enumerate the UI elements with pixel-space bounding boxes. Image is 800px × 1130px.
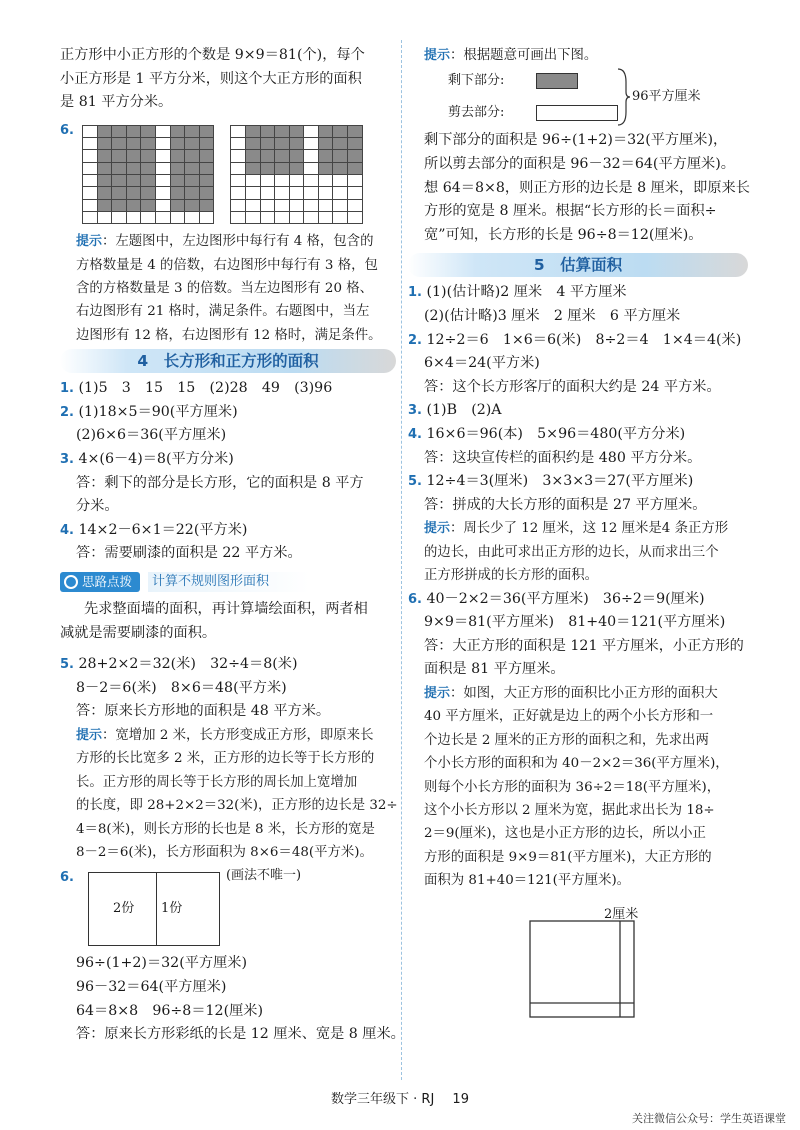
hint-text: 4＝8(米)，则长方形的长也是 8 米，长方形的宽是 — [76, 821, 375, 837]
wechat-notice: 关注微信公众号：学生英语课堂 — [632, 1112, 786, 1125]
hint-text: ：左题图中，左边图形中每行有 4 格，包含的 — [102, 234, 374, 250]
hint-text: 正方形拼成的长方形的面积。 — [424, 568, 599, 584]
hint-label: 提示 — [424, 685, 451, 701]
answer-text: 14×2－6×1＝22(平方米) — [78, 521, 248, 538]
q6-grid-figures — [60, 121, 396, 224]
hint-text: ：根据题意可画出下图。 — [450, 48, 598, 63]
answer-text: 64＝8×8 96÷8＝12(厘米) — [76, 1002, 264, 1019]
diagram-total: 96平方厘米 — [632, 89, 701, 105]
diagram-label: 剩下部分: — [448, 73, 505, 89]
answer-text: 4×(6－4)＝8(平方分米) — [78, 450, 234, 467]
think-callout — [60, 572, 396, 592]
answer-text: (2)6×6＝36(平方厘米) — [76, 427, 227, 444]
hint-text: 方形的面积是 9×9＝81(平方厘米)，大正方形的 — [424, 849, 712, 865]
hint-text: 方形的长比宽多 2 米，正方形的边长等于长方形的 — [76, 751, 375, 767]
hint-text: 8－2＝6(米)，长方形面积为 8×6＝48(平方米)。 — [76, 844, 373, 860]
answer-text: (1)(估计略)2 厘米 4 平方厘米 — [426, 284, 627, 301]
part-label: 1份 — [160, 901, 183, 917]
answer-text: 面积是 81 平方厘米。 — [424, 661, 565, 678]
question-number: 3. — [60, 451, 74, 467]
hint-text: 个边长是 2 厘米的正方形的面积之和，先求出两 — [424, 732, 709, 748]
answer-text: 所以剪去部分的面积是 96－32＝64(平方厘米)。 — [424, 156, 735, 172]
figure-note: (画法不唯一) — [225, 868, 302, 884]
answer-text: 40－2×2＝36(平方厘米) 36÷2＝9(厘米) — [426, 590, 705, 607]
column-divider — [401, 40, 402, 1080]
hint-text: 右边图形有 21 格时，满足条件。右题图中，当左 — [76, 304, 370, 320]
left-column — [60, 0, 405, 1047]
answer-text: 宽”可知，长方形的长是 96÷8＝12(厘米)。 — [424, 226, 703, 243]
page-footer — [0, 1088, 800, 1107]
section-heading-5: 5 估算面积 — [408, 253, 748, 277]
answer-text: 答：这块宣传栏的面积约是 480 平方分米。 — [424, 449, 702, 466]
q6-rect-figure — [60, 866, 396, 946]
question-number: 2. — [60, 404, 74, 420]
hint-text: ：周长少了 12 厘米，这 12 厘米是4 条正方形 — [450, 521, 729, 537]
answer-text: 剩下部分的面积是 96÷(1+2)＝32(平方厘米)， — [424, 132, 728, 149]
question-number: 6. — [60, 870, 74, 886]
answer-text: 96－32＝64(平方厘米) — [76, 978, 227, 995]
answer-text: 96÷(1+2)＝32(平方厘米) — [76, 955, 248, 972]
answer-text: (1)5 3 15 15 (2)28 49 (3)96 — [78, 380, 333, 397]
answer-text: 想 64＝8×8，则正方形的边长是 8 厘米，即原来长 — [424, 179, 750, 196]
question-number: 2. — [408, 332, 422, 348]
hint-label: 提示 — [76, 234, 103, 250]
question-number: 5. — [60, 657, 74, 673]
hint-text: 则每个小长方形的面积为 36÷2＝18(平方厘米)， — [424, 779, 721, 795]
answer-text: 12÷4＝3(厘米) 3×3×3＝27(平方厘米) — [426, 473, 694, 490]
diagram-label: 剪去部分: — [448, 105, 505, 121]
answer-text: 答：剩下的部分是长方形，它的面积是 8 平方 — [76, 474, 364, 491]
hint-block — [60, 230, 396, 347]
answer-text: 6×4＝24(平方米) — [424, 355, 540, 372]
answer-text: 答：拼成的大长方形的面积是 27 平方厘米。 — [424, 496, 707, 513]
hint-label: 提示 — [424, 521, 451, 537]
hint-label: 提示 — [76, 727, 103, 743]
hint-text: 面积为 81+40＝121(平方厘米)。 — [424, 873, 631, 889]
hint-label: 提示 — [424, 48, 451, 63]
hint-text: 个小长方形的面积和为 40－2×2＝36(平方厘米)， — [424, 756, 729, 772]
section-heading-4: 4 长方形和正方形的面积 — [60, 349, 396, 373]
answer-text: 答：原来长方形地的面积是 48 平方米。 — [76, 703, 331, 720]
grid-figure-left — [82, 125, 214, 224]
grid-figure-right — [230, 125, 362, 224]
bar-diagram — [448, 67, 748, 129]
answer-text: 答：原来长方形彩纸的长是 12 厘米、宽是 8 厘米。 — [76, 1026, 405, 1043]
diagram-label: 2厘米 — [604, 906, 639, 922]
cut-bar — [536, 105, 618, 121]
square-diagram — [408, 903, 748, 1023]
hint-text: ：如图，大正方形的面积比小正方形的面积大 — [450, 685, 718, 701]
hint-text: 含的方格数量是 3 的倍数。当左边图形有 20 格、 — [76, 280, 374, 296]
question-number: 6. — [60, 122, 74, 138]
hint-text: 的长度，即 28+2×2＝32(米)，正方形的边长是 32÷ — [76, 798, 398, 814]
think-text: 先求整面墙的面积，再计算墙绘面积，两者相 — [84, 600, 368, 617]
hint-text: 这个小长方形以 2 厘米为宽，据此求出长为 18÷ — [424, 802, 715, 818]
question-number: 1. — [60, 381, 74, 397]
hint-text: 40 平方厘米，正好就是边上的两个小长方形和一 — [424, 709, 714, 725]
hint-text: 的边长，由此可求出正方形的边长，从而求出三个 — [424, 544, 719, 560]
hint-text: 长。正方形的周长等于长方形的周长加上宽增加 — [76, 774, 358, 790]
answer-text: 8－2＝6(米) 8×6＝48(平方米) — [76, 679, 287, 696]
answer-text: (1)B (2)A — [426, 402, 502, 419]
question-number: 6. — [408, 591, 422, 607]
answer-text: 方形的宽是 8 厘米。根据“长方形的长＝面积÷ — [424, 203, 717, 220]
hint-text: 2＝9(厘米)，这也是小正方形的边长，所以小正 — [424, 826, 706, 842]
intro-line: 小正方形是 1 平方分米，则这个大正方形的面积 — [60, 70, 362, 87]
answer-text: 9×9＝81(平方厘米) 81+40＝121(平方厘米) — [424, 614, 726, 631]
answer-text: 28+2×2＝32(米) 32÷4＝8(米) — [78, 656, 298, 673]
answer-text: 12÷2＝6 1×6＝6(米) 8÷2＝4 1×4＝4(米) — [426, 331, 742, 348]
right-column — [408, 0, 748, 1023]
answer-text: 答：这个长方形客厅的面积大约是 24 平方米。 — [424, 378, 721, 395]
intro-line: 正方形中小正方形的个数是 9×9＝81(个)，每个 — [60, 47, 365, 63]
intro-line: 是 81 平方分米。 — [60, 94, 173, 111]
part-label: 2份 — [112, 901, 135, 917]
answer-text: 答：需要刷漆的面积是 22 平方米。 — [76, 545, 302, 562]
answer-text: 16×6＝96(本) 5×96＝480(平方分米) — [426, 425, 686, 442]
book-title: 数学三年级下 · RJ — [331, 1092, 435, 1107]
think-body — [60, 596, 396, 653]
hint-text: ：宽增加 2 米，长方形变成正方形，即原来长 — [102, 727, 374, 743]
answer-text: (1)18×5＝90(平方厘米) — [78, 403, 238, 420]
question-number: 5. — [408, 474, 422, 490]
question-number: 3. — [408, 403, 422, 419]
answer-text: 答：大正方形的面积是 121 平方厘米，小正方形的 — [424, 637, 744, 654]
think-text: 减就是需要刷漆的面积。 — [60, 624, 217, 641]
think-badge: 思路点拨 — [60, 572, 140, 592]
page-number: 19 — [452, 1092, 469, 1107]
think-title: 计算不规则图形面积 — [148, 572, 309, 592]
question-number: 4. — [60, 522, 74, 538]
rectangle-diagram — [88, 872, 220, 946]
question-number: 4. — [408, 426, 422, 442]
answer-text: (2)(估计略)3 厘米 2 厘米 6 平方厘米 — [424, 307, 681, 324]
hint-text: 方格数量是 4 的倍数，右边图形中每行有 3 格，包 — [76, 257, 378, 273]
answer-text: 分米。 — [76, 498, 119, 515]
lightbulb-icon — [64, 575, 78, 589]
question-number: 1. — [408, 285, 422, 301]
hint-text: 边图形有 12 格，右边图形有 12 格时，满足条件。 — [76, 327, 382, 343]
brace-icon — [616, 67, 632, 127]
remain-bar — [536, 73, 578, 89]
square-figure — [528, 919, 638, 1019]
